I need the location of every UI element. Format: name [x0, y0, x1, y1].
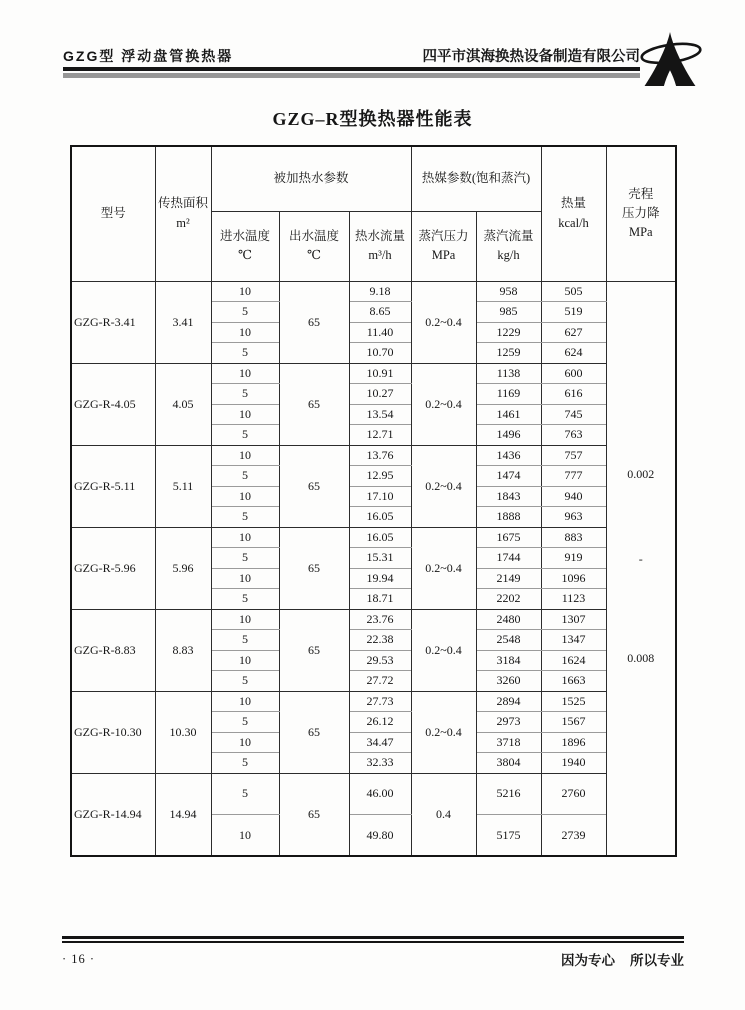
steam-flow-cell: 1675	[476, 527, 541, 548]
area-cell: 5.96	[155, 527, 211, 609]
steam-pressure-cell: 0.2~0.4	[411, 281, 476, 363]
col-header-water-flow: 热水流量 m³/h	[349, 211, 411, 281]
inlet-temp-cell: 5	[211, 753, 279, 774]
model-cell: GZG-R-8.83	[71, 609, 155, 691]
heat-cell: 1525	[541, 691, 606, 712]
steam-flow-cell: 2548	[476, 630, 541, 651]
table-row	[71, 363, 676, 384]
table-row	[71, 445, 676, 466]
header-rule-gray	[63, 73, 640, 78]
steam-flow-cell: 2202	[476, 589, 541, 610]
heat-cell: 2760	[541, 773, 606, 815]
col-header-shell-pressure-drop: 壳程 压力降 MPa	[606, 146, 676, 281]
col-header-inlet-temp: 进水温度 ℃	[211, 211, 279, 281]
outlet-temp-cell: 65	[279, 691, 349, 773]
shell-pressure-drop-value: 0.002	[627, 466, 655, 481]
shell-pressure-drop-value: 0.008	[627, 650, 655, 665]
steam-flow-cell: 2149	[476, 568, 541, 589]
heat-cell: 1896	[541, 732, 606, 753]
page-header	[63, 45, 640, 66]
heat-cell: 616	[541, 384, 606, 405]
page-number: · 16 ·	[62, 951, 96, 966]
steam-flow-cell: 3260	[476, 671, 541, 692]
inlet-temp-cell: 5	[211, 425, 279, 446]
col-header-heated-water-group: 被加热水参数	[211, 146, 411, 211]
steam-flow-cell: 1138	[476, 363, 541, 384]
steam-flow-cell: 1744	[476, 548, 541, 569]
area-cell: 3.41	[155, 281, 211, 363]
steam-flow-cell: 1474	[476, 466, 541, 487]
inlet-temp-cell: 10	[211, 609, 279, 630]
steam-pressure-cell: 0.4	[411, 773, 476, 856]
area-cell: 5.11	[155, 445, 211, 527]
outlet-temp-cell: 65	[279, 527, 349, 609]
water-flow-cell: 13.76	[349, 445, 411, 466]
inlet-temp-cell: 10	[211, 404, 279, 425]
document-type-label: GZG型 浮动盘管换热器	[63, 48, 234, 64]
col-header-heat: 热量 kcal/h	[541, 146, 606, 281]
water-flow-cell: 32.33	[349, 753, 411, 774]
heat-cell: 1347	[541, 630, 606, 651]
water-flow-cell: 29.53	[349, 650, 411, 671]
water-flow-cell: 12.95	[349, 466, 411, 487]
water-flow-cell: 23.76	[349, 609, 411, 630]
water-flow-cell: 18.71	[349, 589, 411, 610]
steam-flow-cell: 1461	[476, 404, 541, 425]
outlet-temp-cell: 65	[279, 363, 349, 445]
heat-cell: 919	[541, 548, 606, 569]
steam-flow-cell: 1169	[476, 384, 541, 405]
footer-rule-bottom	[62, 941, 684, 943]
steam-flow-cell: 2894	[476, 691, 541, 712]
water-flow-cell: 9.18	[349, 281, 411, 302]
heat-cell: 777	[541, 466, 606, 487]
outlet-temp-cell: 65	[279, 281, 349, 363]
heat-cell: 763	[541, 425, 606, 446]
model-cell: GZG-R-3.41	[71, 281, 155, 363]
inlet-temp-cell: 5	[211, 507, 279, 528]
steam-flow-cell: 3184	[476, 650, 541, 671]
inlet-temp-cell: 10	[211, 732, 279, 753]
heat-cell: 505	[541, 281, 606, 302]
water-flow-cell: 27.73	[349, 691, 411, 712]
heat-cell: 1123	[541, 589, 606, 610]
inlet-temp-cell: 10	[211, 650, 279, 671]
inlet-temp-cell: 10	[211, 281, 279, 302]
heat-cell: 600	[541, 363, 606, 384]
water-flow-cell: 10.91	[349, 363, 411, 384]
heat-cell: 2739	[541, 815, 606, 857]
inlet-temp-cell: 10	[211, 322, 279, 343]
heat-cell: 624	[541, 343, 606, 364]
inlet-temp-cell: 5	[211, 671, 279, 692]
water-flow-cell: 13.54	[349, 404, 411, 425]
table-row	[71, 609, 676, 630]
inlet-temp-cell: 10	[211, 815, 279, 857]
steam-pressure-cell: 0.2~0.4	[411, 363, 476, 445]
table-row	[71, 691, 676, 712]
steam-flow-cell: 1229	[476, 322, 541, 343]
heat-cell: 1096	[541, 568, 606, 589]
table-row	[71, 773, 676, 815]
heat-cell: 1307	[541, 609, 606, 630]
heat-cell: 940	[541, 486, 606, 507]
company-logo-icon	[637, 31, 703, 88]
inlet-temp-cell: 5	[211, 589, 279, 610]
steam-flow-cell: 958	[476, 281, 541, 302]
inlet-temp-cell: 5	[211, 343, 279, 364]
steam-flow-cell: 1888	[476, 507, 541, 528]
heat-cell: 627	[541, 322, 606, 343]
water-flow-cell: 10.70	[349, 343, 411, 364]
inlet-temp-cell: 10	[211, 568, 279, 589]
water-flow-cell: 34.47	[349, 732, 411, 753]
outlet-temp-cell: 65	[279, 773, 349, 856]
steam-flow-cell: 1496	[476, 425, 541, 446]
page-footer	[62, 949, 684, 969]
steam-flow-cell: 3718	[476, 732, 541, 753]
col-header-heat-medium-group: 热媒参数(饱和蒸汽)	[411, 146, 541, 211]
water-flow-cell: 11.40	[349, 322, 411, 343]
steam-pressure-cell: 0.2~0.4	[411, 609, 476, 691]
table-row	[71, 527, 676, 548]
inlet-temp-cell: 10	[211, 691, 279, 712]
heat-cell: 519	[541, 302, 606, 323]
heat-cell: 745	[541, 404, 606, 425]
area-cell: 4.05	[155, 363, 211, 445]
col-header-steam-pressure: 蒸汽压力 MPa	[411, 211, 476, 281]
steam-flow-cell: 2973	[476, 712, 541, 733]
water-flow-cell: 16.05	[349, 527, 411, 548]
col-header-area: 传热面积 m²	[155, 146, 211, 281]
steam-pressure-cell: 0.2~0.4	[411, 527, 476, 609]
steam-flow-cell: 985	[476, 302, 541, 323]
water-flow-cell: 10.27	[349, 384, 411, 405]
area-cell: 8.83	[155, 609, 211, 691]
inlet-temp-cell: 10	[211, 363, 279, 384]
model-cell: GZG-R-4.05	[71, 363, 155, 445]
performance-table	[70, 145, 677, 857]
heat-cell: 1567	[541, 712, 606, 733]
water-flow-cell: 12.71	[349, 425, 411, 446]
model-cell: GZG-R-5.96	[71, 527, 155, 609]
heat-cell: 1663	[541, 671, 606, 692]
steam-flow-cell: 1843	[476, 486, 541, 507]
steam-flow-cell: 5175	[476, 815, 541, 857]
company-name: 四平市淇海换热设备制造有限公司	[422, 49, 640, 65]
heat-cell: 757	[541, 445, 606, 466]
area-cell: 14.94	[155, 773, 211, 856]
water-flow-cell: 27.72	[349, 671, 411, 692]
steam-flow-cell: 2480	[476, 609, 541, 630]
outlet-temp-cell: 65	[279, 609, 349, 691]
shell-pressure-drop-value: -	[638, 551, 643, 566]
water-flow-cell: 19.94	[349, 568, 411, 589]
water-flow-cell: 16.05	[349, 507, 411, 528]
water-flow-cell: 49.80	[349, 815, 411, 857]
col-header-outlet-temp: 出水温度 ℃	[279, 211, 349, 281]
steam-pressure-cell: 0.2~0.4	[411, 691, 476, 773]
inlet-temp-cell: 10	[211, 527, 279, 548]
steam-flow-cell: 5216	[476, 773, 541, 815]
water-flow-cell: 26.12	[349, 712, 411, 733]
footer-rule-top	[62, 936, 684, 939]
water-flow-cell: 15.31	[349, 548, 411, 569]
page-title: GZG–R型换热器性能表	[272, 109, 473, 129]
water-flow-cell: 8.65	[349, 302, 411, 323]
model-cell: GZG-R-14.94	[71, 773, 155, 856]
outlet-temp-cell: 65	[279, 445, 349, 527]
water-flow-cell: 22.38	[349, 630, 411, 651]
heat-cell: 1940	[541, 753, 606, 774]
inlet-temp-cell: 5	[211, 712, 279, 733]
shell-pressure-drop-cell	[606, 281, 676, 856]
col-header-model: 型号	[71, 146, 155, 281]
area-cell: 10.30	[155, 691, 211, 773]
heat-cell: 963	[541, 507, 606, 528]
table-row	[71, 281, 676, 302]
inlet-temp-cell: 10	[211, 486, 279, 507]
heat-cell: 1624	[541, 650, 606, 671]
header-rule-black	[63, 67, 640, 71]
inlet-temp-cell: 5	[211, 630, 279, 651]
inlet-temp-cell: 5	[211, 384, 279, 405]
model-cell: GZG-R-5.11	[71, 445, 155, 527]
inlet-temp-cell: 5	[211, 466, 279, 487]
steam-flow-cell: 1436	[476, 445, 541, 466]
heat-cell: 883	[541, 527, 606, 548]
water-flow-cell: 46.00	[349, 773, 411, 815]
col-header-steam-flow: 蒸汽流量 kg/h	[476, 211, 541, 281]
steam-flow-cell: 3804	[476, 753, 541, 774]
water-flow-cell: 17.10	[349, 486, 411, 507]
inlet-temp-cell: 5	[211, 773, 279, 815]
steam-flow-cell: 1259	[476, 343, 541, 364]
inlet-temp-cell: 10	[211, 445, 279, 466]
company-slogan: 因为专心 所以专业	[560, 953, 684, 968]
inlet-temp-cell: 5	[211, 302, 279, 323]
performance-table-grid	[70, 145, 677, 857]
steam-pressure-cell: 0.2~0.4	[411, 445, 476, 527]
model-cell: GZG-R-10.30	[71, 691, 155, 773]
inlet-temp-cell: 5	[211, 548, 279, 569]
